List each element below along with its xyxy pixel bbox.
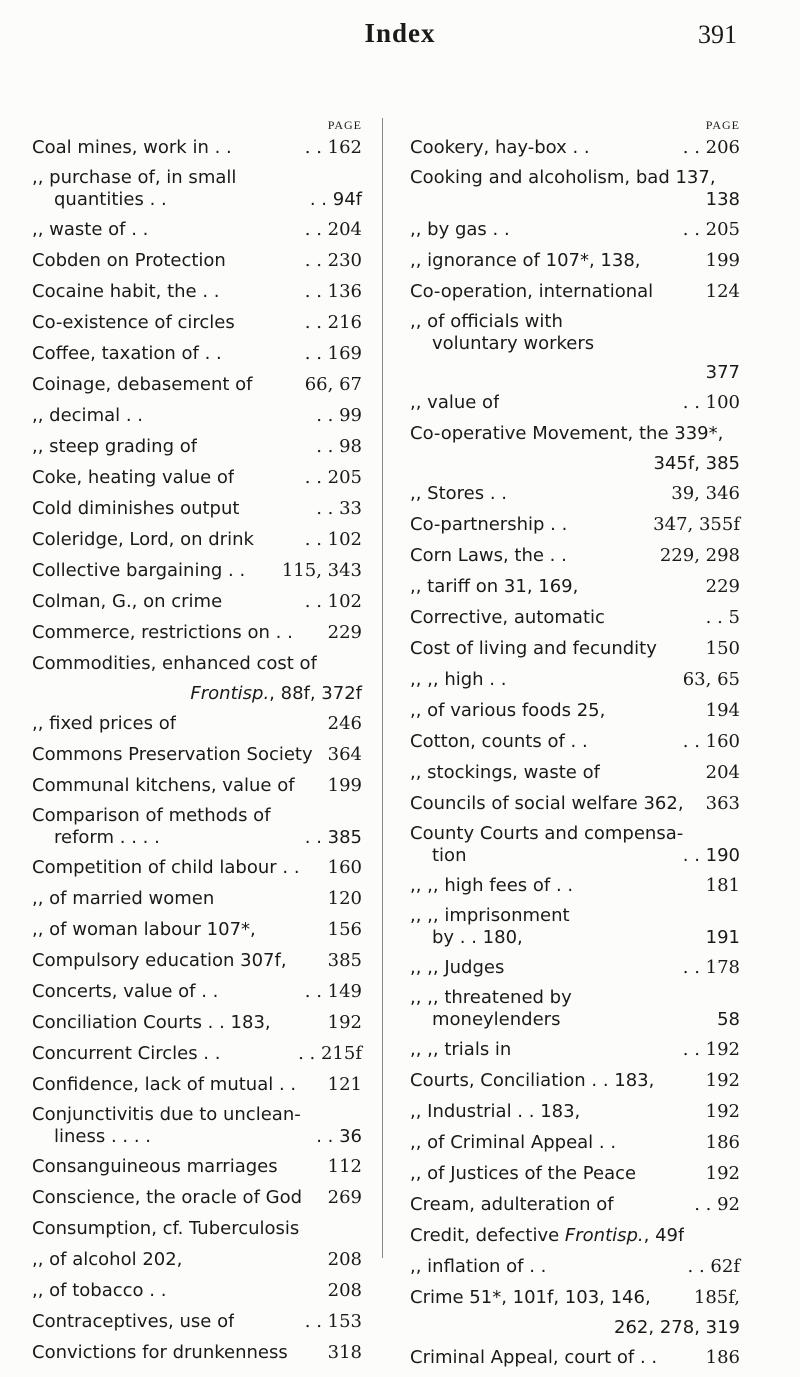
entry-pages: . . 230 bbox=[304, 250, 362, 271]
entry-heading: ,, ,, threatened by bbox=[410, 987, 572, 1008]
index-column-right bbox=[410, 118, 740, 1377]
entry-pages: 347, 355f bbox=[653, 514, 740, 535]
index-entry bbox=[32, 652, 362, 676]
entry-subtext: quantities . . bbox=[54, 189, 167, 210]
index-entry bbox=[410, 730, 740, 754]
entry-heading: Cocaine habit, the . . bbox=[32, 281, 220, 302]
index-entry bbox=[32, 1217, 362, 1241]
entry-heading: Cold diminishes output bbox=[32, 498, 240, 519]
index-entry bbox=[410, 874, 740, 898]
entry-pages bbox=[32, 683, 362, 705]
index-entry bbox=[410, 1100, 740, 1124]
entry-pages: . . 190 bbox=[682, 845, 740, 866]
index-entry bbox=[32, 683, 362, 705]
entry-pages: . . 162 bbox=[304, 137, 362, 158]
entry-heading: ,, of officials with bbox=[410, 311, 563, 332]
entry-heading: Co-existence of circles bbox=[32, 312, 235, 333]
index-entry bbox=[32, 1341, 362, 1365]
entry-heading: Conciliation Courts . . 183, bbox=[32, 1012, 271, 1033]
index-entry bbox=[32, 805, 362, 849]
entry-heading: Coffee, taxation of . . bbox=[32, 343, 222, 364]
entry-heading: Courts, Conciliation . . 183, bbox=[410, 1070, 655, 1091]
entry-heading: Concerts, value of . . bbox=[32, 981, 219, 1002]
index-entry bbox=[32, 136, 362, 160]
index-entry bbox=[32, 218, 362, 242]
entry-heading: Councils of social welfare 362, bbox=[410, 793, 684, 814]
entry-pages: 160 bbox=[327, 857, 362, 878]
entry-pages: . . 62f bbox=[687, 1256, 740, 1277]
index-entry bbox=[32, 1279, 362, 1303]
entry-heading: Contraceptives, use of bbox=[32, 1311, 235, 1332]
entry-heading: ,, of married women bbox=[32, 888, 215, 909]
entry-subtext: reform . . . . bbox=[54, 827, 160, 848]
entry-pages: . . 94f bbox=[309, 189, 362, 210]
entry-heading: ,, of woman labour 107*, bbox=[32, 919, 256, 940]
entry-heading: Corn Laws, the . . bbox=[410, 545, 567, 566]
index-entry bbox=[410, 362, 740, 384]
entry-continuation bbox=[410, 1009, 740, 1031]
entry-pages: 121 bbox=[327, 1074, 362, 1095]
entry-heading: Communal kitchens, value of bbox=[32, 775, 295, 796]
index-entry bbox=[410, 544, 740, 568]
entry-continuation bbox=[410, 927, 740, 949]
entry-pages: 229 bbox=[327, 622, 362, 643]
index-entry bbox=[32, 949, 362, 973]
column-divider bbox=[382, 118, 383, 1258]
entry-heading: ,, ,, imprisonment bbox=[410, 905, 570, 926]
entry-heading: ,, ignorance of 107*, 138, bbox=[410, 250, 641, 271]
index-entry bbox=[32, 528, 362, 552]
index-entry bbox=[32, 249, 362, 273]
entry-heading: Co-operative Movement, the 339*, bbox=[410, 423, 724, 444]
entry-subtext: liness . . . . bbox=[54, 1126, 152, 1147]
entry-pages: 199 bbox=[327, 775, 362, 796]
index-entry bbox=[32, 167, 362, 211]
entry-pages: . . 385 bbox=[304, 827, 362, 848]
entry-pages: 181 bbox=[705, 875, 740, 896]
entry-heading: Criminal Appeal, court of . . bbox=[410, 1347, 658, 1368]
entry-pages: . . 149 bbox=[304, 981, 362, 1002]
entry-pages: 269 bbox=[327, 1187, 362, 1208]
entry-heading: Commodities, enhanced cost of bbox=[32, 653, 317, 674]
index-column-left bbox=[32, 118, 362, 1372]
entry-pages: . . 206 bbox=[682, 137, 740, 158]
index-entry bbox=[32, 1011, 362, 1035]
entry-pages: 192 bbox=[327, 1012, 362, 1033]
index-entry bbox=[410, 1346, 740, 1370]
entry-heading: Crime 51*, 101f, 103, 146, bbox=[410, 1287, 651, 1308]
entry-heading: ,, of Justices of the Peace bbox=[410, 1163, 637, 1184]
entry-heading: Compulsory education 307f, bbox=[32, 950, 287, 971]
page-column-label: PAGE bbox=[327, 118, 362, 132]
index-entry bbox=[410, 136, 740, 160]
entry-continuation bbox=[32, 1126, 362, 1148]
index-entry bbox=[410, 1131, 740, 1155]
entry-heading: ,, ,, high . . bbox=[410, 669, 507, 690]
entry-pages: 58 bbox=[717, 1009, 740, 1030]
index-entry bbox=[32, 774, 362, 798]
entry-heading: Cost of living and fecundity bbox=[410, 638, 657, 659]
entry-pages: . . 178 bbox=[682, 957, 740, 978]
index-entry bbox=[410, 280, 740, 304]
index-entry bbox=[410, 668, 740, 692]
entry-pages: 192 bbox=[705, 1101, 740, 1122]
page-column-label: PAGE bbox=[705, 118, 740, 132]
entry-heading: ,, decimal . . bbox=[32, 405, 144, 426]
entry-heading: ,, ,, high fees of . . bbox=[410, 875, 574, 896]
index-entry bbox=[410, 513, 740, 537]
entry-heading: Conjunctivitis due to unclean- bbox=[32, 1104, 301, 1125]
entry-heading: ,, tariff on 31, 169, bbox=[410, 576, 579, 597]
index-entry bbox=[410, 905, 740, 949]
entry-continuation bbox=[410, 333, 740, 355]
entry-heading: ,, of tobacco . . bbox=[32, 1280, 167, 1301]
entry-heading: Confidence, lack of mutual . . bbox=[32, 1074, 297, 1095]
entry-italic-ref: Frontisp. bbox=[564, 1225, 644, 1246]
index-entry bbox=[32, 342, 362, 366]
index-entry bbox=[32, 1155, 362, 1179]
index-entry bbox=[410, 391, 740, 415]
entry-pages: 377 bbox=[705, 362, 740, 383]
entry-pages: 208 bbox=[327, 1249, 362, 1270]
index-entry bbox=[32, 1073, 362, 1097]
entry-pages: 192 bbox=[705, 1070, 740, 1091]
entry-pages: 385 bbox=[327, 950, 362, 971]
entry-heading: Consumption, cf. Tuberculosis bbox=[32, 1218, 300, 1239]
entry-heading: ,, value of bbox=[410, 392, 500, 413]
index-entry bbox=[410, 1317, 740, 1339]
entry-heading: Co-operation, international bbox=[410, 281, 654, 302]
entry-subtext: by . . 180, bbox=[432, 927, 523, 948]
index-entry bbox=[32, 311, 362, 335]
entry-pages: . . 5 bbox=[705, 607, 740, 628]
entry-pages: . . 205 bbox=[304, 467, 362, 488]
index-entry bbox=[32, 1042, 362, 1066]
index-entry bbox=[410, 1038, 740, 1062]
entry-italic-ref: Frontisp. bbox=[190, 683, 270, 704]
entry-heading: Commons Preservation Society bbox=[32, 744, 313, 765]
entry-heading: Cream, adulteration of bbox=[410, 1194, 614, 1215]
index-entry bbox=[410, 453, 740, 475]
index-entry bbox=[410, 422, 740, 446]
index-entry bbox=[32, 590, 362, 614]
entry-heading: County Courts and compensa- bbox=[410, 823, 684, 844]
index-entry bbox=[410, 956, 740, 980]
entry-heading: Conscience, the oracle of God bbox=[32, 1187, 303, 1208]
index-entry bbox=[410, 637, 740, 661]
entry-pages: . . 36 bbox=[316, 1126, 362, 1147]
entry-heading: Concurrent Circles . . bbox=[32, 1043, 221, 1064]
entry-pages: 208 bbox=[327, 1280, 362, 1301]
entry-subtext: moneylenders bbox=[432, 1009, 561, 1030]
entry-pages: 194 bbox=[705, 700, 740, 721]
entry-heading: Cotton, counts of . . bbox=[410, 731, 588, 752]
index-entry bbox=[32, 887, 362, 911]
entry-pages: 363 bbox=[705, 793, 740, 814]
entry-heading: ,, Industrial . . 183, bbox=[410, 1101, 581, 1122]
entry-pages: 156 bbox=[327, 919, 362, 940]
entry-pages: 246 bbox=[327, 713, 362, 734]
entry-pages: . . 192 bbox=[682, 1039, 740, 1060]
entry-heading: ,, by gas . . bbox=[410, 219, 510, 240]
index-entry bbox=[410, 1162, 740, 1186]
entry-pages: 185f, bbox=[693, 1287, 740, 1308]
index-entry bbox=[32, 1186, 362, 1210]
page-title: Index bbox=[364, 18, 436, 48]
entry-text: Credit, defective bbox=[410, 1225, 565, 1246]
entry-pages: 192 bbox=[705, 1163, 740, 1184]
entry-heading: Consanguineous marriages bbox=[32, 1156, 278, 1177]
index-entry bbox=[410, 1193, 740, 1217]
entry-heading: Collective bargaining . . bbox=[32, 560, 246, 581]
entry-pages: 262, 278, 319 bbox=[614, 1317, 740, 1338]
index-entry bbox=[32, 559, 362, 583]
entry-heading: Corrective, automatic bbox=[410, 607, 605, 628]
entry-heading: ,, ,, trials in bbox=[410, 1039, 512, 1060]
index-entry bbox=[410, 249, 740, 273]
index-entry bbox=[410, 823, 740, 867]
index-entry bbox=[410, 1069, 740, 1093]
entry-pages: 112 bbox=[327, 1156, 362, 1177]
entry-pages: 204 bbox=[705, 762, 740, 783]
entry-heading: ,, of alcohol 202, bbox=[32, 1249, 183, 1270]
index-entry bbox=[32, 712, 362, 736]
index-entry bbox=[410, 1224, 740, 1248]
entry-continuation bbox=[32, 189, 362, 211]
entry-pages: 138 bbox=[705, 189, 740, 210]
index-entry bbox=[410, 987, 740, 1031]
entry-heading: ,, inflation of . . bbox=[410, 1256, 547, 1277]
entry-pages: . . 160 bbox=[682, 731, 740, 752]
entry-heading: Cookery, hay-box . . bbox=[410, 137, 590, 158]
entry-pages: . . 205 bbox=[682, 219, 740, 240]
index-entry bbox=[32, 497, 362, 521]
index-entry bbox=[32, 980, 362, 1004]
entry-pages: 150 bbox=[705, 638, 740, 659]
entry-heading: Coinage, debasement of bbox=[32, 374, 253, 395]
entry-pages: 120 bbox=[327, 888, 362, 909]
index-entry bbox=[410, 482, 740, 506]
entry-heading: Coal mines, work in . . bbox=[32, 137, 232, 158]
entry-heading: ,, steep grading of bbox=[32, 436, 198, 457]
entry-pages: . . 33 bbox=[316, 498, 362, 519]
entry-heading: ,, of various foods 25, bbox=[410, 700, 606, 721]
entry-heading: ,, stockings, waste of bbox=[410, 762, 600, 783]
index-entry bbox=[410, 792, 740, 816]
entry-pages: 229, 298 bbox=[659, 545, 740, 566]
index-entry bbox=[32, 1310, 362, 1334]
entry-pages: 345f, 385 bbox=[653, 453, 740, 474]
index-entry bbox=[410, 606, 740, 630]
index-entry bbox=[32, 856, 362, 880]
entry-subtext: voluntary workers bbox=[432, 333, 595, 354]
entry-heading: ,, Stores . . bbox=[410, 483, 508, 504]
index-entry bbox=[410, 1255, 740, 1279]
entry-pages: 39, 346 bbox=[671, 483, 740, 504]
index-entry bbox=[32, 1104, 362, 1148]
index-entry bbox=[32, 1248, 362, 1272]
index-entry bbox=[410, 699, 740, 723]
entry-heading: ,, purchase of, in small bbox=[32, 167, 237, 188]
index-entry bbox=[32, 435, 362, 459]
entry-heading: Co-partnership . . bbox=[410, 514, 568, 535]
index-entry bbox=[410, 575, 740, 599]
entry-pages: 63, 65 bbox=[682, 669, 740, 690]
entry-pages: 115, 343 bbox=[281, 560, 362, 581]
entry-pages: 364 bbox=[327, 744, 362, 765]
entry-heading: Comparison of methods of bbox=[32, 805, 271, 826]
index-entry bbox=[410, 218, 740, 242]
entry-pages: 66, 67 bbox=[304, 374, 362, 395]
index-entry bbox=[32, 918, 362, 942]
entry-heading: Commerce, restrictions on . . bbox=[32, 622, 293, 643]
entry-subtext: tion bbox=[432, 845, 467, 866]
index-entry bbox=[410, 311, 740, 355]
index-entry bbox=[410, 167, 740, 211]
entry-pages: . . 153 bbox=[304, 1311, 362, 1332]
entry-continuation bbox=[410, 845, 740, 867]
entry-heading: ,, ,, Judges bbox=[410, 957, 505, 978]
index-entry bbox=[32, 621, 362, 645]
entry-heading: Convictions for drunkenness bbox=[32, 1342, 288, 1363]
entry-heading: ,, waste of . . bbox=[32, 219, 149, 240]
index-entry bbox=[410, 761, 740, 785]
index-entry bbox=[410, 1286, 740, 1310]
index-entry bbox=[32, 373, 362, 397]
entry-pages: , 49f bbox=[643, 1225, 685, 1246]
page-header bbox=[0, 18, 800, 68]
entry-pages: 229 bbox=[705, 576, 740, 597]
entry-pages: . . 215f bbox=[298, 1043, 362, 1064]
entry-pages: 318 bbox=[327, 1342, 362, 1363]
entry-pages: . . 204 bbox=[304, 219, 362, 240]
entry-pages: . . 102 bbox=[304, 529, 362, 550]
entry-pages: 199 bbox=[705, 250, 740, 271]
entry-heading: Cobden on Protection bbox=[32, 250, 226, 271]
entry-heading: ,, fixed prices of bbox=[32, 713, 177, 734]
entry-pages: . . 99 bbox=[316, 405, 362, 426]
entry-pages: . . 216 bbox=[304, 312, 362, 333]
entry-pages: 186 bbox=[705, 1347, 740, 1368]
entry-pages: . . 92 bbox=[694, 1194, 740, 1215]
page-number: 391 bbox=[698, 20, 737, 49]
entry-heading: Coleridge, Lord, on drink bbox=[32, 529, 254, 550]
entry-pages: 186 bbox=[705, 1132, 740, 1153]
entry-page-list: , 88f, 372f bbox=[269, 683, 362, 704]
entry-heading: Coke, heating value of bbox=[32, 467, 235, 488]
index-entry bbox=[32, 743, 362, 767]
entry-heading: Colman, G., on crime bbox=[32, 591, 223, 612]
index-entry bbox=[32, 280, 362, 304]
entry-pages: . . 136 bbox=[304, 281, 362, 302]
entry-pages: . . 100 bbox=[682, 392, 740, 413]
entry-pages: . . 169 bbox=[304, 343, 362, 364]
entry-continuation bbox=[32, 827, 362, 849]
index-entry bbox=[32, 404, 362, 428]
entry-pages: 191 bbox=[705, 927, 740, 948]
entry-heading bbox=[410, 1224, 684, 1248]
entry-pages: . . 98 bbox=[316, 436, 362, 457]
entry-pages: 124 bbox=[705, 281, 740, 302]
index-entry bbox=[32, 466, 362, 490]
entry-heading: ,, of Criminal Appeal . . bbox=[410, 1132, 617, 1153]
entry-heading: Cooking and alcoholism, bad 137, bbox=[410, 167, 716, 188]
entry-heading: Competition of child labour . . bbox=[32, 857, 300, 878]
entry-pages: . . 102 bbox=[304, 591, 362, 612]
